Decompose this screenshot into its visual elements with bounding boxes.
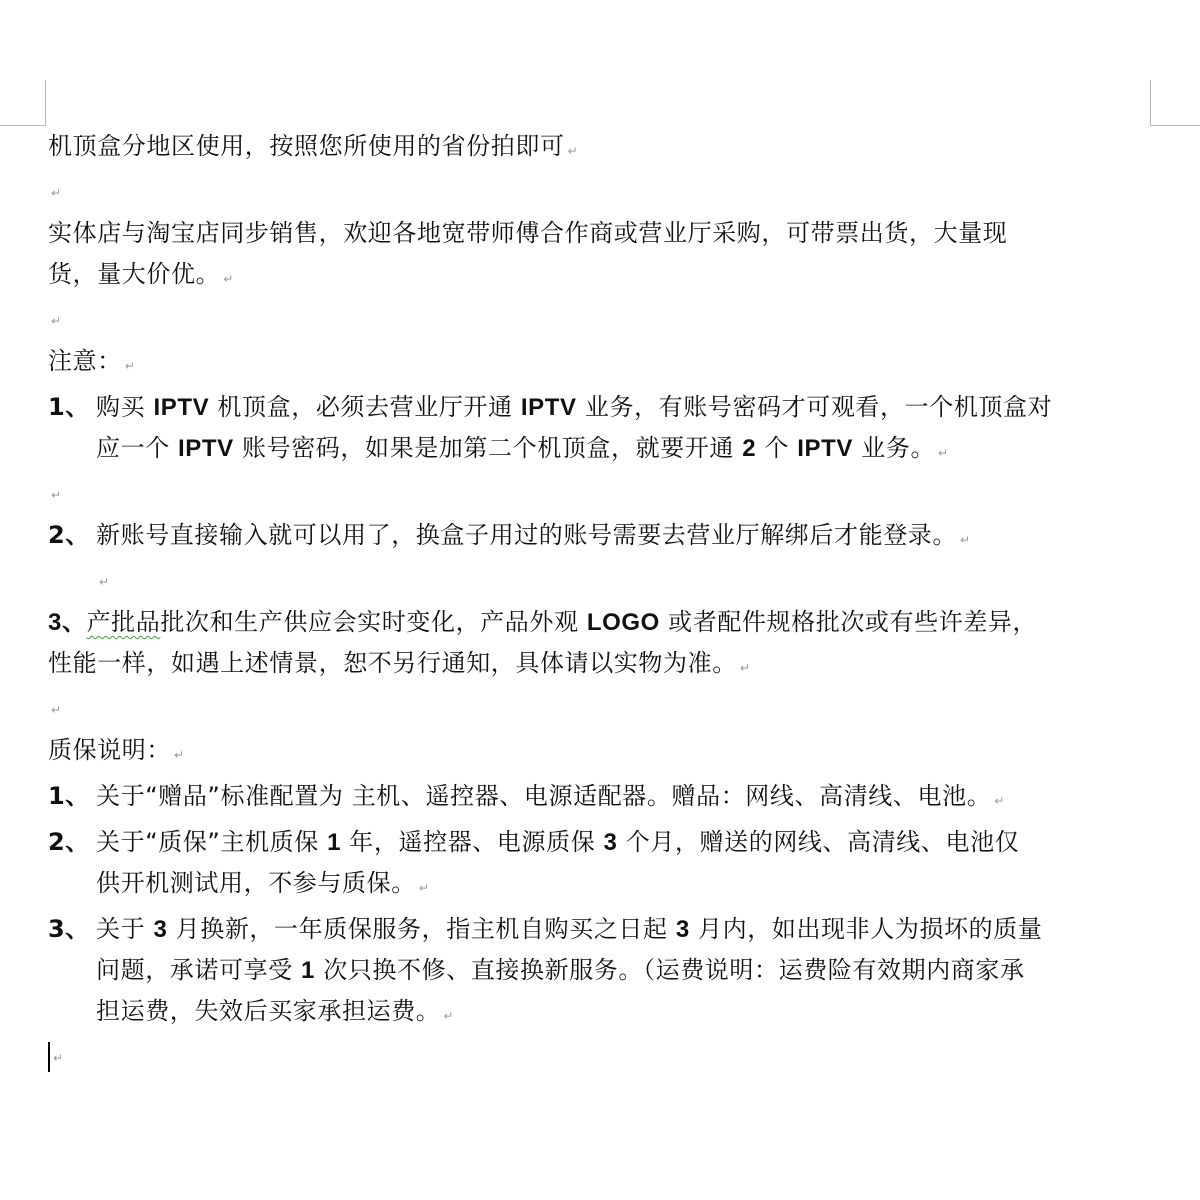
paragraph-mark-icon: ↵ [960,533,971,547]
text-run: 业务。 [853,434,936,462]
list-item-line [96,909,1152,950]
heading-text: 质保说明： [48,736,171,764]
paragraph [48,602,1152,689]
text-run: 个 [756,434,798,462]
list-item-line [96,515,1152,561]
text-cursor [48,1042,50,1072]
list-number: 1、 [48,393,90,421]
paragraph-mark-icon: ↵ [443,1009,455,1023]
text-run: 3 [675,916,690,943]
text-run: 2 [742,435,757,462]
document-body[interactable] [48,126,1152,1078]
list-item-line [96,776,1152,822]
list-item [48,776,1152,822]
text-run: IPTV [797,435,854,462]
empty-paragraph [48,172,1152,213]
text-run: 次只换不修、直接换新服务。（运费说明：运费险有效期内商家承 [314,956,1025,984]
paragraph-mark-icon: ↵ [739,661,751,675]
text-run: 年，遥控器、电源质保 [341,828,604,856]
text-run: 月换新，一年质保服务，指主机自购买之日起 [167,915,676,943]
text-run: 批次和生产供应会实时变化，产品外观 [160,608,587,636]
text-run: 3 [603,829,618,856]
list-item-line [96,863,1152,909]
list-item [48,822,1152,909]
empty-paragraph [48,689,1152,730]
paragraph-text: 机顶盒分地区使用，按照您所使用的省份拍即可 [48,132,565,160]
text-run: 关于 [96,915,154,943]
list-item-line [96,387,1152,428]
empty-paragraph [48,300,1152,341]
section-heading [48,341,1152,387]
empty-paragraph [48,474,1152,515]
section-heading [48,730,1152,776]
list-item-line [96,822,1152,863]
text-run: 性能一样，如遇上述情景，恕不另行通知，具体请以实物为准。 [48,649,737,677]
list-item-line [96,428,1152,474]
heading-text: 注意： [48,347,122,375]
text-run: IPTV [153,394,210,421]
paragraph [48,213,1152,300]
crop-mark-top-left [45,80,46,126]
paragraph-mark-icon: ↵ [418,881,430,895]
paragraph-mark-icon: ↵ [567,144,579,158]
paragraph-text: 实体店与淘宝店同步销售，欢迎各地宽带师傅合作商或营业厅采购，可带票出货，大量现 [48,219,1008,247]
paragraph-mark-icon: ↵ [223,272,234,286]
text-run: 机顶盒，必须去营业厅开通 [209,393,521,421]
text-run: 个月，赠送的网线、高清线、电池仅 [617,828,1020,856]
paragraph-mark-icon: ↵ [99,575,110,589]
list-number: 2、 [48,828,90,856]
spellcheck-flagged-text[interactable]: 产批品 [86,608,161,636]
paragraph-mark-icon: ↵ [124,359,136,373]
text-run: 3 [153,916,168,943]
paragraph-mark-icon: ↵ [51,186,62,200]
list-number: 1、 [48,782,90,810]
list-number: 3、 [48,609,87,636]
text-run: 1 [327,829,342,856]
paragraph-mark-icon: ↵ [938,446,949,460]
text-run: 1 [301,957,315,984]
empty-paragraph [48,561,1152,602]
list-item [48,387,1152,474]
paragraph-mark-icon: ↵ [53,1051,64,1065]
text-run: 新账号直接输入就可以用了，换盒子用过的账号需要去营业厅解绑后才能登录。 [96,521,957,549]
crop-mark-top-right [1150,80,1151,126]
text-run: 应一个 [96,434,179,462]
text-run: 担运费，失效后买家承担运费。 [96,997,441,1025]
crop-mark-top-left [0,125,46,126]
text-run: 问题，承诺可享受 [96,956,302,984]
paragraph-mark-icon: ↵ [51,314,62,328]
list-number: 3、 [48,915,90,943]
text-run: 关于“赠品”标准配置为 主机、遥控器、电源适配器。赠品：网线、高清线、电池。 [96,782,992,810]
paragraph-mark-icon: ↵ [174,748,185,762]
text-run: LOGO [586,609,660,636]
text-run: IPTV [520,394,577,421]
text-run: 供开机测试用，不参与质保。 [96,869,416,897]
text-run: 购买 [96,393,154,421]
paragraph-mark-icon: ↵ [994,794,1005,808]
paragraph-mark-icon: ↵ [51,488,62,502]
crop-mark-top-right [1150,125,1200,126]
empty-paragraph[interactable] [48,1037,1152,1078]
list-number: 2、 [48,521,90,549]
list-item-line [96,991,1152,1037]
list-item-line [96,950,1152,991]
text-run: 或者配件规格批次或有些许差异， [659,608,1038,636]
text-run: 关于“质保”主机质保 [96,828,328,856]
list-item [48,909,1152,1037]
paragraph-text: 货，量大价优。 [48,260,221,288]
paragraph-mark-icon: ↵ [51,703,62,717]
paragraph [48,126,1152,172]
text-run: IPTV [178,435,234,462]
text-run: 账号密码，如果是加第二个机顶盒，就要开通 [233,434,743,462]
text-run: 月内，如出现非人为损坏的质量 [689,915,1043,943]
list-item [48,515,1152,561]
text-run: 业务，有账号密码才可观看，一个机顶盒对 [576,393,1053,421]
